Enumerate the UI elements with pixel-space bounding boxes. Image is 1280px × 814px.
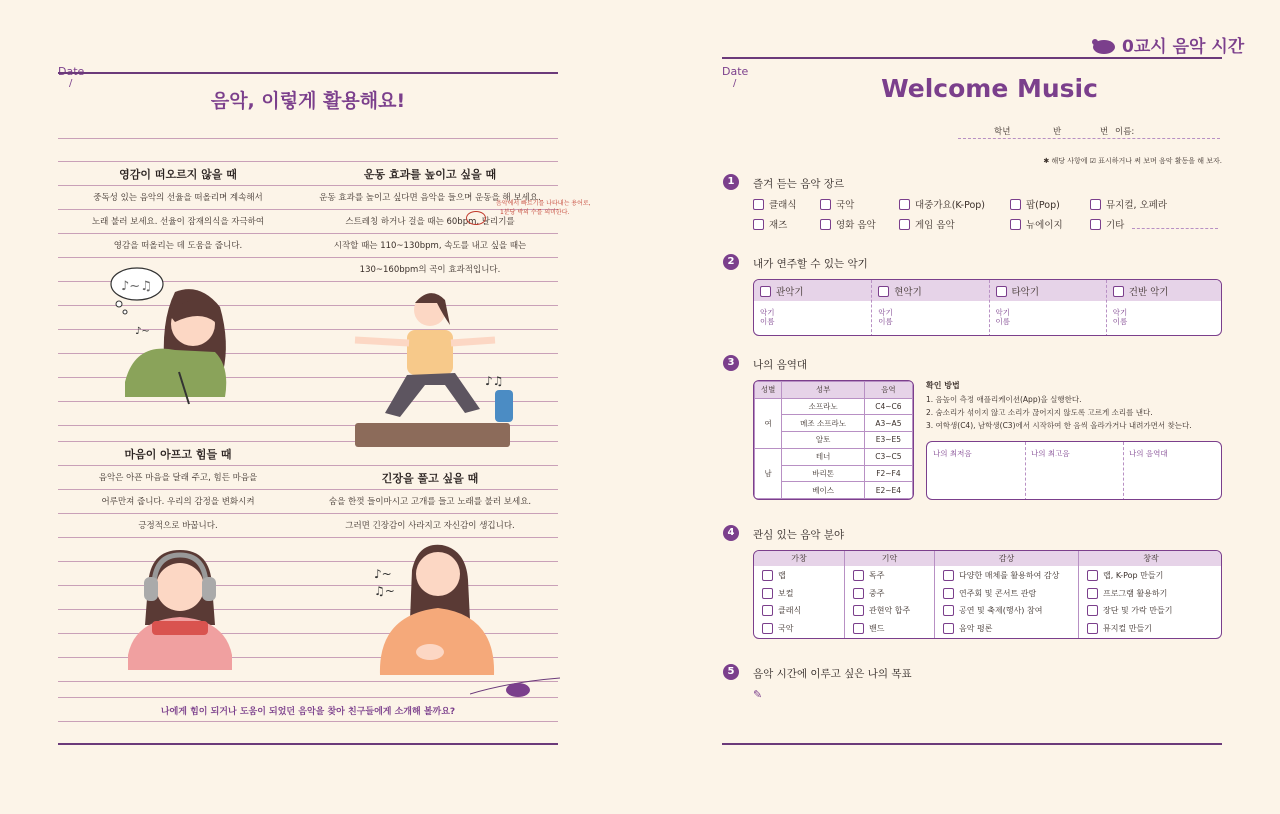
interest-column-head: 감상 <box>998 554 1015 563</box>
genre-option[interactable]: 팝(Pop) <box>1010 197 1060 211</box>
ruled-line <box>58 465 558 466</box>
checkbox[interactable] <box>943 605 954 616</box>
genre-option[interactable]: 기타 <box>1090 217 1124 231</box>
checkbox[interactable] <box>853 605 864 616</box>
instrument-name-label: 악기 이름 <box>1112 308 1128 326</box>
date-label: Date <box>722 65 749 78</box>
interest-option[interactable]: 독주 <box>853 570 884 581</box>
interest-option[interactable]: 공연 및 축제(행사) 참여 <box>943 605 1042 616</box>
name-label: 이름: <box>1115 127 1135 137</box>
svg-text:♪~♫: ♪~♫ <box>121 279 152 294</box>
checkbox[interactable] <box>853 570 864 581</box>
question-title: 음악 시간에 이루고 싶은 나의 목표 <box>753 668 912 680</box>
question-number: 4 <box>723 525 739 541</box>
lowest-note-label: 나의 최저음 <box>933 449 972 458</box>
checkbox[interactable] <box>1010 199 1021 210</box>
genre-option[interactable]: 영화 음악 <box>820 217 876 231</box>
genre-option[interactable]: 게임 음악 <box>899 217 955 231</box>
interest-option[interactable]: 랩, K-Pop 만들기 <box>1087 570 1163 581</box>
interest-column <box>754 551 844 639</box>
voice-range: F2~F4 <box>864 465 912 482</box>
ruled-line <box>58 233 558 234</box>
voice-part: 소프라노 <box>782 398 865 415</box>
other-genre-input[interactable] <box>1132 228 1218 229</box>
voice-part: 테너 <box>782 448 865 465</box>
svg-text:♫~: ♫~ <box>374 584 395 598</box>
my-range-box <box>926 441 1222 500</box>
check-step: 3. 여학생(C4), 남학생(C3)에서 시작하여 한 음씩 올라가거나 내려가면서 찾는다. <box>926 421 1192 430</box>
interest-option[interactable]: 연주회 및 콘서트 관람 <box>943 588 1036 599</box>
header-gender: 성별 <box>755 382 782 399</box>
question-title: 나의 음역대 <box>753 359 808 371</box>
genre-option[interactable]: 뉴에이지 <box>1010 217 1063 231</box>
section-heading: 운동 효과를 높이고 싶을 때 <box>363 168 497 181</box>
checkbox[interactable] <box>762 588 773 599</box>
interest-column-head: 기악 <box>881 554 898 563</box>
section-text: 어루만져 줍니다. 우리의 감정을 변화시켜 <box>101 497 255 507</box>
check-method-title: 확인 방법 <box>926 381 960 390</box>
interest-option[interactable]: 클래식 <box>762 605 801 616</box>
interest-option[interactable]: 중주 <box>853 588 884 599</box>
interest-option[interactable]: 뮤지컬 만들기 <box>1087 623 1152 634</box>
genre-option[interactable]: 대중가요(K-Pop) <box>899 197 985 211</box>
interest-option[interactable]: 프로그램 활용하기 <box>1087 588 1167 599</box>
checkbox[interactable] <box>853 588 864 599</box>
voice-range: A3~A5 <box>864 415 912 432</box>
checkbox[interactable] <box>820 219 831 230</box>
checkbox[interactable] <box>1010 219 1021 230</box>
voice-range: E3~E5 <box>864 432 912 449</box>
ruled-line <box>58 185 558 186</box>
checkbox[interactable] <box>1087 623 1098 634</box>
voice-part: 베이스 <box>782 482 865 499</box>
checkbox[interactable] <box>1113 286 1124 297</box>
grade-label: 학년 <box>994 127 1011 137</box>
question-title: 즐겨 듣는 음악 장르 <box>753 178 845 190</box>
interest-option[interactable]: 보컬 <box>762 588 793 599</box>
highest-note-label: 나의 최고음 <box>1031 449 1070 458</box>
instrument-column <box>1106 280 1222 336</box>
instrument-table <box>753 279 1222 336</box>
goal-input-area[interactable] <box>770 690 1222 730</box>
checkbox[interactable] <box>943 588 954 599</box>
top-rule <box>58 72 558 74</box>
ruled-line <box>58 161 558 162</box>
section-text: 중독성 있는 음악의 선율을 떠올리며 계속해서 <box>93 193 263 203</box>
instruction: ✱ 해당 사항에 ☑ 표시하거나 써 보며 음악 활동을 해 보자. <box>1043 157 1222 165</box>
interest-table <box>753 550 1222 639</box>
section-text: 운동 효과를 높이고 싶다면 음악을 들으며 운동을 해 보세요. <box>319 193 541 203</box>
interest-column <box>934 551 1078 639</box>
brand <box>1088 32 1244 57</box>
bpm-circle <box>466 211 486 225</box>
interest-column-head: 창작 <box>1143 554 1159 563</box>
instrument-type-option[interactable]: 관악기 <box>760 284 804 298</box>
interest-option[interactable]: 장단 및 가락 만들기 <box>1087 605 1172 616</box>
ruled-line <box>58 209 558 210</box>
ruled-line <box>58 513 558 514</box>
date-slash: / <box>733 78 737 89</box>
interest-option[interactable]: 다양한 매체를 활용하여 감상 <box>943 570 1059 581</box>
top-rule <box>722 57 1222 59</box>
svg-text:♪♫: ♪♫ <box>485 374 504 388</box>
checkbox[interactable] <box>1087 588 1098 599</box>
interest-option[interactable]: 관현악 합주 <box>853 605 910 616</box>
question-title: 내가 연주할 수 있는 악기 <box>753 258 868 270</box>
voice-range: C4~C6 <box>864 398 912 415</box>
checkbox[interactable] <box>1090 199 1101 210</box>
checkbox[interactable] <box>753 199 764 210</box>
vocal-range-table <box>753 380 914 500</box>
checkbox[interactable] <box>899 199 910 210</box>
student-info-line <box>958 125 1220 139</box>
instrument-type-option[interactable]: 타악기 <box>996 284 1040 298</box>
instrument-type-option[interactable]: 건반 악기 <box>1113 284 1169 298</box>
header-part: 성부 <box>782 382 865 399</box>
exercising-girl-illustration <box>345 285 520 450</box>
headphone-girl-illustration <box>120 545 240 670</box>
section-text: 시작할 때는 110~130bpm, 속도를 내고 싶을 때는 <box>333 241 527 251</box>
instrument-column <box>754 280 871 336</box>
date-slash: / <box>69 78 73 89</box>
ruled-line <box>58 537 558 538</box>
question-title: 관심 있는 음악 분야 <box>753 529 845 541</box>
snail-icon <box>1088 35 1118 55</box>
instrument-column <box>871 280 988 336</box>
checkbox[interactable] <box>943 623 954 634</box>
section-text: 긍정적으로 바꿉니다. <box>138 521 218 531</box>
section-heading: 영감이 떠오르지 않을 때 <box>119 168 237 181</box>
snail-doodle <box>470 672 560 700</box>
number-label: 번 <box>1100 127 1109 137</box>
section-text: 그러면 긴장감이 사라지고 자신감이 생깁니다. <box>345 521 515 531</box>
interest-option[interactable]: 랩 <box>762 570 786 581</box>
bpm-note-1: 음악에서 빠르기를 나타내는 용어로, <box>496 200 591 207</box>
class-label: 반 <box>1053 127 1062 137</box>
section-text: 노래 불러 보세요. 선율이 잠재의식을 자극하여 <box>91 217 265 227</box>
section-heading: 마음이 아프고 힘들 때 <box>124 448 232 461</box>
gender-male: 남 <box>755 448 782 498</box>
checkbox[interactable] <box>943 570 954 581</box>
interest-column-head: 가창 <box>791 554 807 563</box>
checkbox[interactable] <box>820 199 831 210</box>
genre-option[interactable]: 재즈 <box>753 217 787 231</box>
checkbox[interactable] <box>760 286 771 297</box>
instrument-column <box>989 280 1106 336</box>
question-number: 2 <box>723 254 739 270</box>
checkbox[interactable] <box>762 623 773 634</box>
section-text: 음악은 아픈 마음을 달래 주고, 힘든 마음을 <box>98 473 258 483</box>
singing-girl-illustration <box>370 540 500 680</box>
bottom-rule <box>58 743 558 745</box>
genre-option[interactable]: 국악 <box>820 197 854 211</box>
section-text: 영감을 떠올리는 데 도움을 줍니다. <box>113 241 243 251</box>
ruled-line <box>58 257 558 258</box>
question-number: 3 <box>723 355 739 371</box>
voice-part: 메조 소프라노 <box>782 415 865 432</box>
svg-text:♪~: ♪~ <box>374 567 392 581</box>
svg-text:♪~: ♪~ <box>135 326 150 337</box>
voice-part: 바리톤 <box>782 465 865 482</box>
genre-option[interactable]: 뮤지컬, 오페라 <box>1090 197 1167 211</box>
pencil-icon: ✎ <box>753 688 763 701</box>
voice-part: 알토 <box>782 432 865 449</box>
instrument-type-option[interactable]: 현악기 <box>878 284 922 298</box>
header-range: 음역 <box>864 382 912 399</box>
brand-title: 0교시 음악 시간 <box>1122 37 1245 57</box>
instrument-name-label: 악기 이름 <box>760 308 775 326</box>
checkbox[interactable] <box>899 219 910 230</box>
checkbox[interactable] <box>762 605 773 616</box>
gender-female: 여 <box>755 398 782 448</box>
voice-range: E2~E4 <box>864 482 912 499</box>
checkbox[interactable] <box>853 623 864 634</box>
ruled-line <box>58 721 558 722</box>
ruled-line <box>58 138 558 139</box>
bottom-question: 나에게 힘이 되거나 도움이 되었던 음악을 찾아 친구들에게 소개해 볼까요? <box>160 707 456 717</box>
page-title: 음악, 이렇게 활용해요! <box>210 90 406 112</box>
instrument-name-label: 악기 이름 <box>878 308 893 326</box>
section-text: 숨을 한껏 들이마시고 고개를 들고 노래를 불러 보세요. <box>328 497 532 507</box>
interest-column <box>844 551 934 639</box>
checkbox[interactable] <box>996 286 1007 297</box>
bottom-rule <box>722 743 1222 745</box>
interest-option[interactable]: 밴드 <box>853 623 884 634</box>
interest-option[interactable]: 음악 평론 <box>943 623 992 634</box>
bpm-note-2: 1분당 박의 수를 의미한다. <box>500 209 570 216</box>
section-text: 스트레칭 하거나 걸을 때는 60bpm, 달리기를 <box>345 217 515 227</box>
genre-option[interactable]: 클래식 <box>753 197 797 211</box>
checkbox[interactable] <box>762 570 773 581</box>
interest-column <box>1078 551 1222 639</box>
checkbox[interactable] <box>1087 605 1098 616</box>
instrument-name-label: 악기 이름 <box>995 308 1010 326</box>
checkbox[interactable] <box>753 219 764 230</box>
section-text: 130~160bpm의 곡이 효과적입니다. <box>359 265 501 275</box>
question-number: 1 <box>723 174 739 190</box>
page-title: Welcome Music <box>881 74 1098 103</box>
thinking-girl-illustration <box>105 262 235 410</box>
check-step: 1. 음높이 측정 애플리케이션(App)을 실행한다. <box>926 395 1082 404</box>
checkbox[interactable] <box>1090 219 1101 230</box>
section-heading: 긴장을 풀고 싶을 때 <box>381 472 479 485</box>
ruled-line <box>58 489 558 490</box>
checkbox[interactable] <box>878 286 889 297</box>
voice-range: C3~C5 <box>864 448 912 465</box>
checkbox[interactable] <box>1087 570 1098 581</box>
check-step: 2. 숨소리가 섞이지 않고 소리가 끊어지지 않도록 고르게 소리를 낸다. <box>926 408 1153 417</box>
question-number: 5 <box>723 664 739 680</box>
interest-option[interactable]: 국악 <box>762 623 793 634</box>
my-range-label: 나의 음역대 <box>1129 449 1168 458</box>
